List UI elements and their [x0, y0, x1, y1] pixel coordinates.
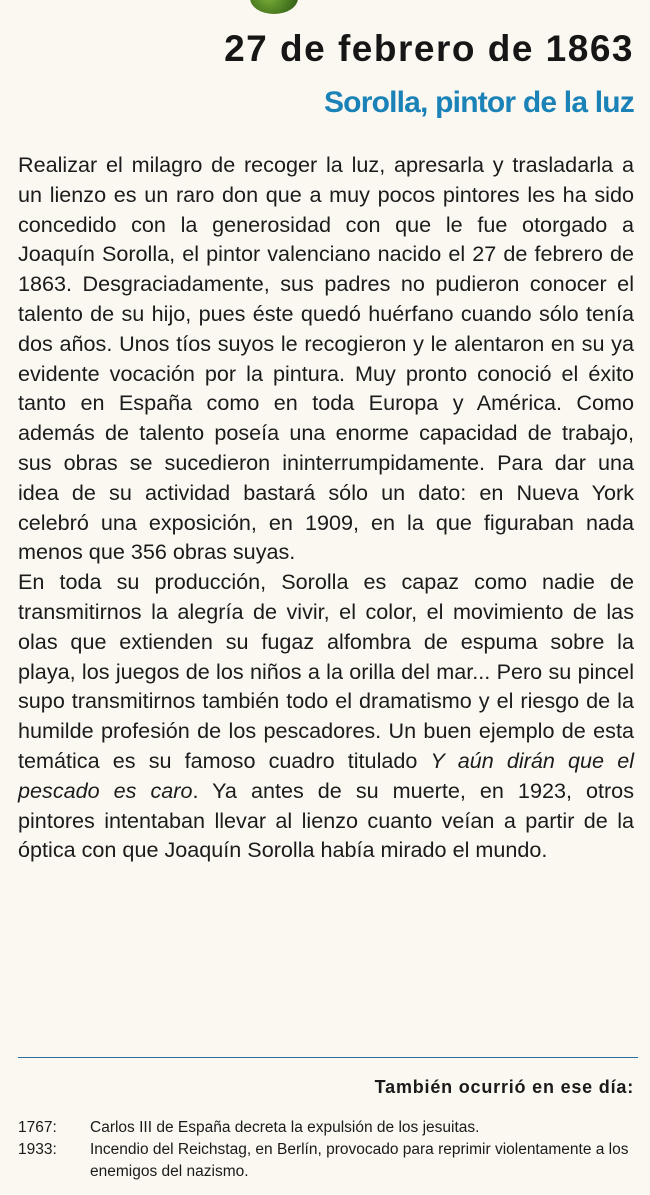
paragraph-2-end: . Ya antes de su muerte, en 1923, otros pintores intentaban llevar al lienzo cuanto veían a partir de la óptica con que Joaquín Sorolla había mirado el mundo. [18, 777, 634, 863]
event-item [18, 1117, 634, 1139]
event-year: 1933: [18, 1141, 57, 1158]
paragraph-1: Realizar el milagro de recoger la luz, apresarla y trasladarla a un lienzo es un raro don que a muy pocos pintores les ha sido concedido con la generosidad con que le fue otorgado a Joaquín Sorolla, el pintor valenciano nacido el 27 de febrero de 1863. Desgraciadamente, sus padres no pudieron conocer el talento de su hijo, pues éste quedó huérfano cuando sólo tenía dos años. Unos tíos suyos le recogieron y le alentaron en su ya evidente vocación por la pintura. Muy pronto conoció el éxito tanto en España como en toda Europa y América. Como además de talento poseía una enorme capacidad de trabajo, sus obras se sucedieron ininterrumpidamente. Para dar una idea de su actividad bastará sólo un dato: en Nueva York celebró una exposición, en 1909, en la que figuraban nada menos que 356 obras suyas. [18, 152, 634, 565]
paragraph-2 [18, 567, 634, 865]
event-text: Incendio del Reichstag, en Berlín, provocado para reprimir violentamente a los enemigos del nazismo. [90, 1141, 629, 1180]
page-title: 27 de febrero de 1863 [224, 28, 634, 69]
events-list [18, 1117, 634, 1183]
section-divider [18, 1057, 638, 1058]
event-item [18, 1139, 634, 1183]
article-body [18, 150, 634, 865]
article-subtitle: Sorolla, pintor de la luz [323, 86, 634, 119]
event-text: Carlos III de España decreta la expulsión de los jesuitas. [90, 1119, 480, 1136]
leaf-decoration [250, 0, 298, 14]
painting-title: Y aún dirán que el pescado es caro [18, 747, 634, 803]
event-year: 1767: [18, 1119, 57, 1136]
paragraph-2-start: En toda su producción, Sorolla es capaz como nadie de transmitirnos la alegría de vivir, el color, el movimiento de las olas que extienden su fugaz alfombra de espuma sobre la playa, los juegos de los niños a la orilla del mar... Pero su pincel supo transmitirnos también todo el dramatismo y el riesgo de la humilde profesión de los pescadores. Un buen ejemplo de esta temática es su famoso cuadro titulado [18, 569, 634, 773]
also-happened-heading: También ocurrió en ese día: [374, 1077, 634, 1097]
